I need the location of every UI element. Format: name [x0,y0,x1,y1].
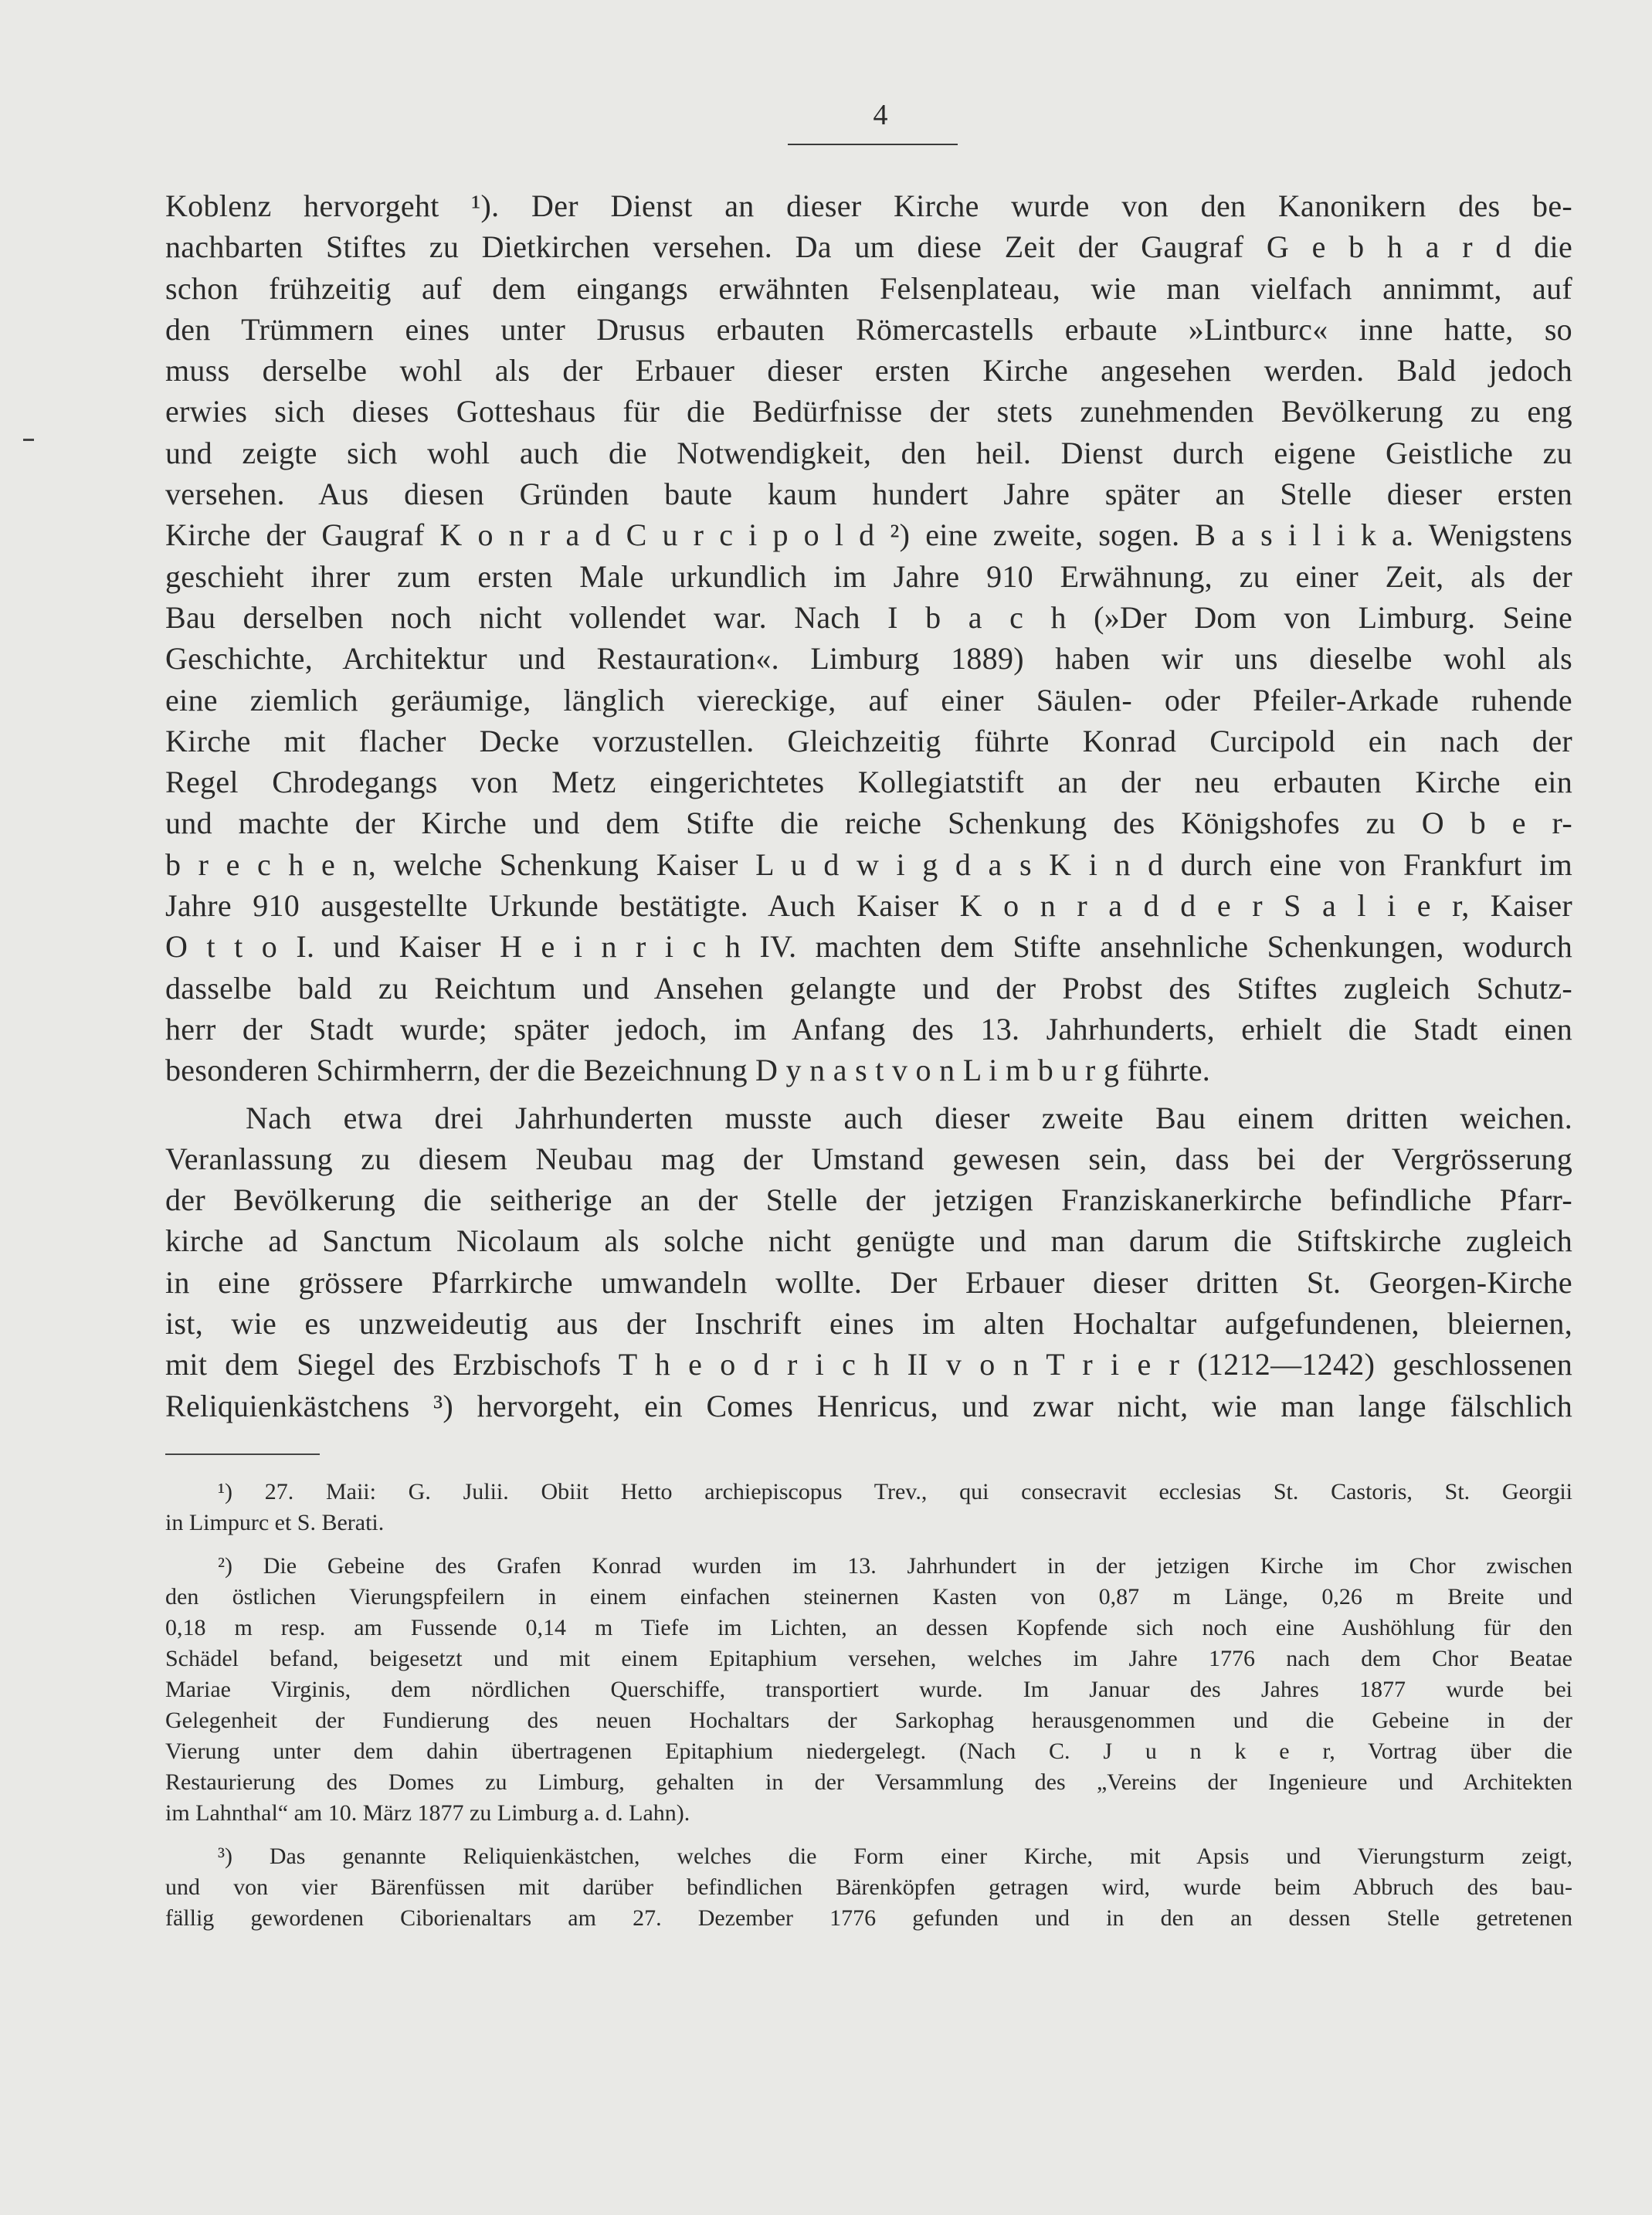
text-line: muss derselbe wohl als der Erbauer dieser ersten Kirche angesehen werden. Bald jedoch [165,353,1572,388]
text-line: und zeigte sich wohl auch die Notwendigkeit, den heil. Dienst durch eigene Geistliche zu [165,435,1572,470]
footnote-1 [165,1477,1572,1538]
text-line: Jahre 910 ausgestellte Urkunde bestätigte. Auch Kaiser K o n r a d d e r S a l i e r, Kaiser [165,888,1572,924]
footnote-line: Schädel befand, beigesetzt und mit einem Epitaphium versehen, welches im Jahre 1776 nach dem Chor Beatae [165,1646,1572,1671]
text-line: b r e c h e n, welche Schenkung Kaiser L u d w i g d a s K i n d durch eine von Frankfurt im [165,846,1572,882]
footnote-line: fällig gewordenen Ciborienaltars am 27. Dezember 1776 gefunden und in den an dessen Stelle getretenen [165,1905,1572,1931]
text-line: Veranlassung zu diesem Neubau mag der Umstand gewesen sein, dass bei der Vergrösserung [165,1141,1572,1176]
text-line: den Trümmern eines unter Drusus erbauten Römercastells erbaute »Lintburc« inne hatte, so [165,311,1572,347]
footnote-line: ¹) 27. Maii: G. Julii. Obiit Hetto archiepiscopus Trev., qui consecravit ecclesias St. Castoris, St. Georgii [218,1479,1572,1504]
footnote-line: 0,18 m resp. am Fussende 0,14 m Tiefe im Lichten, an dessen Kopfende sich noch eine Aushöhlung für den [165,1615,1572,1640]
margin-mark [23,439,34,441]
text-line: schon frühzeitig auf dem eingangs erwähnten Felsenplateau, wie man vielfach annimmt, auf [165,270,1572,306]
text-line: Geschichte, Architektur und Restauration«. Limburg 1889) haben wir uns dieselbe wohl als [165,641,1572,677]
footnote-line: im Lahnthal“ am 10. März 1877 zu Limburg a. d. Lahn). [165,1800,690,1826]
text-line: Koblenz hervorgeht ¹). Der Dienst an dieser Kirche wurde von den Kanonikern des be- [165,188,1572,223]
footnote-line: Mariae Virginis, dem nördlichen Querschiffe, transportiert wurde. Im Januar des Jahres 1877 wurde bei [165,1677,1572,1702]
text-line: Kirche der Gaugraf K o n r a d C u r c i p o l d ²) eine zweite, sogen. B a s i l i k a. Wenigstens [165,517,1572,553]
footnote-rule [165,1453,320,1455]
text-line: Kirche mit flacher Decke vorzustellen. Gleichzeitig führte Konrad Curcipold ein nach der [165,723,1572,758]
text-line: O t t o I. und Kaiser H e i n r i c h IV. machten dem Stifte ansehnliche Schenkungen, wodurch [165,929,1572,965]
text-line: ist, wie es unzweideutig aus der Inschrift eines im alten Hochaltar aufgefundenen, bleiernen, [165,1306,1572,1342]
text-line: dasselbe bald zu Reichtum und Ansehen gelangte und der Probst des Stiftes zugleich Schutz- [165,970,1572,1006]
footnote-line: und von vier Bärenfüssen mit darüber befindlichen Bärenköpfen getragen wird, wurde beim Abbruch des bau- [165,1874,1572,1900]
text-line: Bau derselben noch nicht vollendet war. Nach I b a c h (»Der Dom von Limburg. Seine [165,599,1572,635]
footnote-line: ³) Das genannte Reliquienkästchen, welches die Form einer Kirche, mit Apsis und Vierungsturm zeigt, [218,1844,1572,1869]
text-line: eine ziemlich geräumige, länglich viereckige, auf einer Säulen- oder Pfeiler-Arkade ruhende [165,682,1572,717]
footnotes [165,1477,1572,1946]
text-line: herr der Stadt wurde; später jedoch, im Anfang des 13. Jahrhunderts, erhielt die Stadt einen [165,1011,1572,1046]
paragraph-1 [165,185,1572,1091]
footnote-2 [165,1551,1572,1829]
footnote-line: Vierung unter dem dahin übertragenen Epitaphium niedergelegt. (Nach C. J u n k e r, Vortrag über die [165,1738,1572,1764]
text-line: Regel Chrodegangs von Metz eingerichtetes Kollegiatstift an der neu erbauten Kirche ein [165,765,1572,800]
footnote-line: den östlichen Vierungspfeilern in einem einfachen steinernen Kasten von 0,87 m Länge, 0,26 m Breite und [165,1584,1572,1610]
footnote-line: Gelegenheit der Fundierung des neuen Hochaltars der Sarkophag herausgenommen und die Gebeine in der [165,1708,1572,1733]
main-text [165,185,1572,1426]
text-line: der Bevölkerung die seitherige an der Stelle der jetzigen Franziskanerkirche befindliche Pfarr- [165,1182,1572,1218]
text-line: Reliquienkästchens ³) hervorgeht, ein Comes Henricus, und zwar nicht, wie man lange fälschlich [165,1388,1572,1423]
footnote-line: in Limpurc et S. Berati. [165,1510,385,1535]
text-line: in eine grössere Pfarrkirche umwandeln wollte. Der Erbauer dieser dritten St. Georgen-Kirche [165,1264,1572,1300]
text-line: geschieht ihrer zum ersten Male urkundlich im Jahre 910 Erwähnung, zu einer Zeit, als der [165,558,1572,594]
text-line: versehen. Aus diesen Gründen baute kaum hundert Jahre später an Stelle dieser ersten [165,477,1572,512]
text-line: kirche ad Sanctum Nicolaum als solche nicht genügte und man darum die Stiftskirche zugleich [165,1223,1572,1259]
text-line: erwies sich dieses Gotteshaus für die Bedürfnisse der stets zunehmenden Bevölkerung zu eng [165,394,1572,429]
text-line: mit dem Siegel des Erzbischofs T h e o d r i c h II v o n T r i e r (1212—1242) geschlossenen [165,1347,1572,1382]
text-line: besonderen Schirmherrn, der die Bezeichnung D y n a s t v o n L i m b u r g führte. [165,1053,1211,1088]
text-line: nachbarten Stiftes zu Dietkirchen versehen. Da um diese Zeit der Gaugraf G e b h a r d die [165,229,1572,265]
page-number: 4 [873,99,888,131]
footnote-line: ²) Die Gebeine des Grafen Konrad wurden im 13. Jahrhundert in der jetzigen Kirche im Chor zwischen [218,1553,1572,1579]
paragraph-2 [165,1097,1572,1426]
text-line: Nach etwa drei Jahrhunderten musste auch dieser zweite Bau einem dritten weichen. [246,1100,1572,1135]
footnote-3 [165,1841,1572,1934]
page-number-rule [788,144,958,145]
text-line: und machte der Kirche und dem Stifte die reiche Schenkung des Königshofes zu O b e r- [165,806,1572,841]
footnote-line: Restaurierung des Domes zu Limburg, gehalten in der Versammlung des „Vereins der Ingenieure und Architekten [165,1769,1572,1795]
